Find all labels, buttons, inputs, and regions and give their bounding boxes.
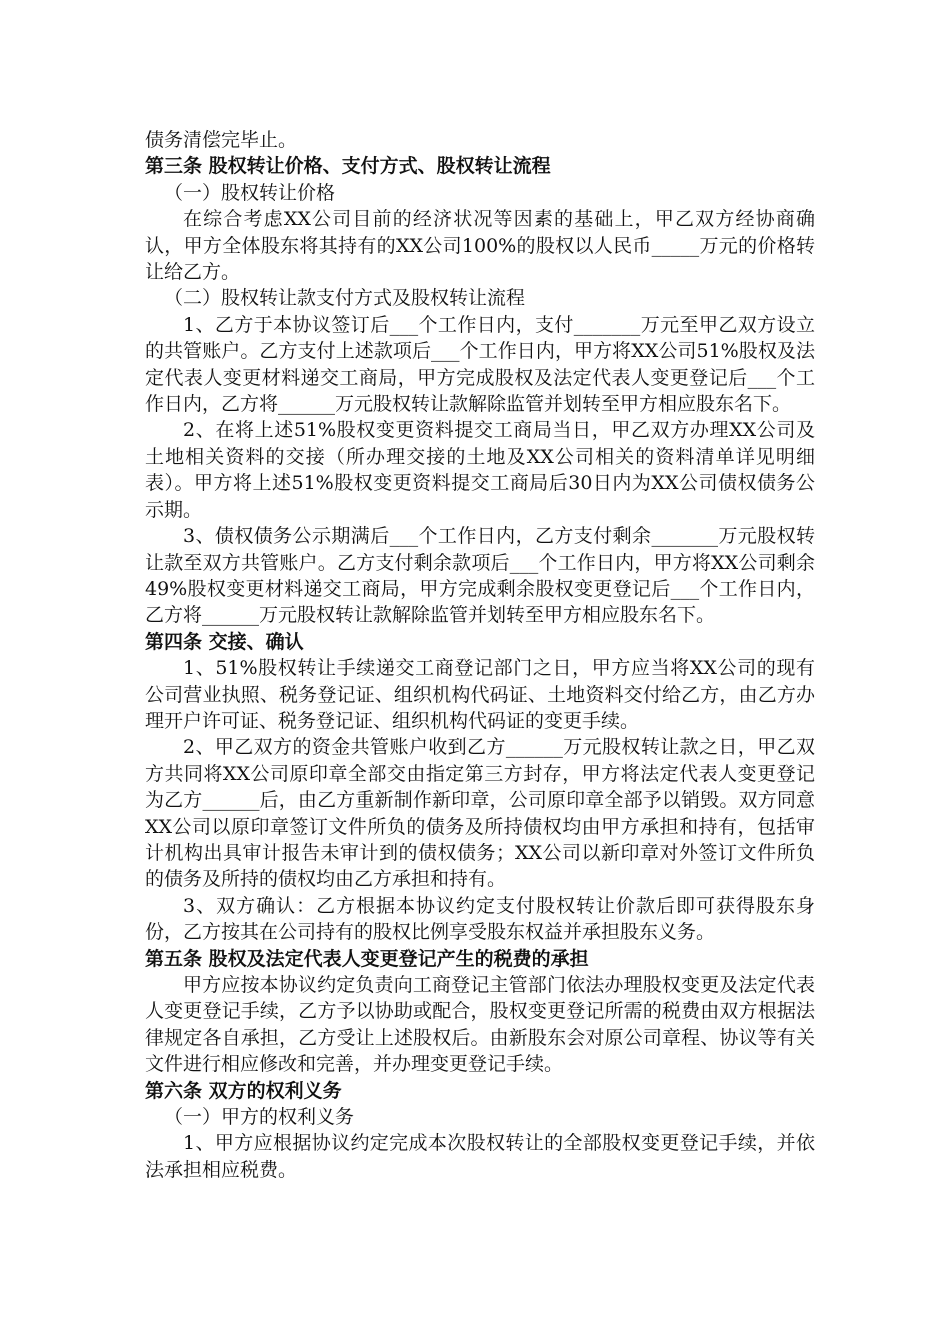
- article-3-heading: 第三条 股权转让价格、支付方式、股权转让流程: [145, 155, 551, 178]
- subsection-heading: （一）股权转让价格: [164, 181, 336, 204]
- paragraph: 在综合考虑XX公司目前的经济状况等因素的基础上，甲乙双方经协商确认，甲方全体股东将其持有的XX公司100%的股权以人民币_____万元的价格转让给乙方。: [145, 208, 815, 284]
- article-6-heading: 第六条 双方的权利义务: [145, 1079, 342, 1102]
- paragraph: 1、乙方于本协议签订后___个工作日内，支付_______万元至甲乙双方设立的共管账户。乙方支付上述款项后___个工作日内，甲方将XX公司51%股权及法定代表人变更材料递交工商局，甲方完成股权及法定代表人变更登记后___个工作日内，乙方将______万元股权转让款解除监管并划转至甲方相应股东名下。: [145, 313, 815, 416]
- paragraph: 2、在将上述51%股权变更资料提交工商局当日，甲乙双方办理XX公司及土地相关资料的交接（所办理交接的土地及XX公司相关的资料清单详见明细表）。甲方将上述51%股权变更资料提交工商局后30日内为XX公司债权债务公示期。: [145, 419, 815, 521]
- subsection-heading: （二）股权转让款支付方式及股权转让流程: [164, 287, 526, 310]
- paragraph: 2、甲乙双方的资金共管账户收到乙方______万元股权转让款之日，甲乙双方共同将XX公司原印章全部交由指定第三方封存，甲方将法定代表人变更登记为乙方______后，由乙方重新制作新印章，公司原印章全部予以销毁。双方同意XX公司以原印章签订文件所负的债务及所持债权均由甲方承担和持有，包括审计机构出具审计报告未审计到的债权债务；XX公司以新印章对外签订文件所负的债务及所持的债权均由乙方承担和持有。: [145, 736, 815, 891]
- text-line: 债务清偿完毕止。: [145, 129, 298, 151]
- article-5-heading: 第五条 股权及法定代表人变更登记产生的税费的承担: [145, 947, 589, 970]
- document-page: [145, 127, 815, 1183]
- paragraph: 1、甲方应根据协议约定完成本次股权转让的全部股权变更登记手续，并依法承担相应税费。: [145, 1132, 815, 1181]
- subsection-heading: （一）甲方的权利义务: [164, 1106, 355, 1129]
- paragraph: 1、51%股权转让手续递交工商登记部门之日，甲方应当将XX公司的现有公司营业执照、税务登记证、组织机构代码证、土地资料交付给乙方，由乙方办理开户许可证、税务登记证、组织机构代码证的变更手续。: [145, 657, 815, 732]
- paragraph: 3、双方确认：乙方根据本协议约定支付股权转让价款后即可获得股东身份，乙方按其在公司持有的股权比例享受股东权益并承担股东义务。: [145, 894, 815, 944]
- article-4-heading: 第四条 交接、确认: [145, 630, 304, 653]
- paragraph: 甲方应按本协议约定负责向工商登记主管部门依法办理股权变更及法定代表人变更登记手续，乙方予以协助或配合，股权变更登记所需的税费由双方根据法律规定各自承担，乙方受让上述股权后。由新股东会对原公司章程、协议等有关文件进行相应修改和完善，并办理变更登记手续。: [145, 974, 815, 1076]
- paragraph: 3、债权债务公示期满后___个工作日内，乙方支付剩余_______万元股权转让款至双方共管账户。乙方支付剩余款项后___个工作日内，甲方将XX公司剩余49%股权变更材料递交工商局，甲方完成剩余股权变更登记后___个工作日内，乙方将______万元股权转让款解除监管并划转至甲方相应股东名下。: [145, 525, 815, 627]
